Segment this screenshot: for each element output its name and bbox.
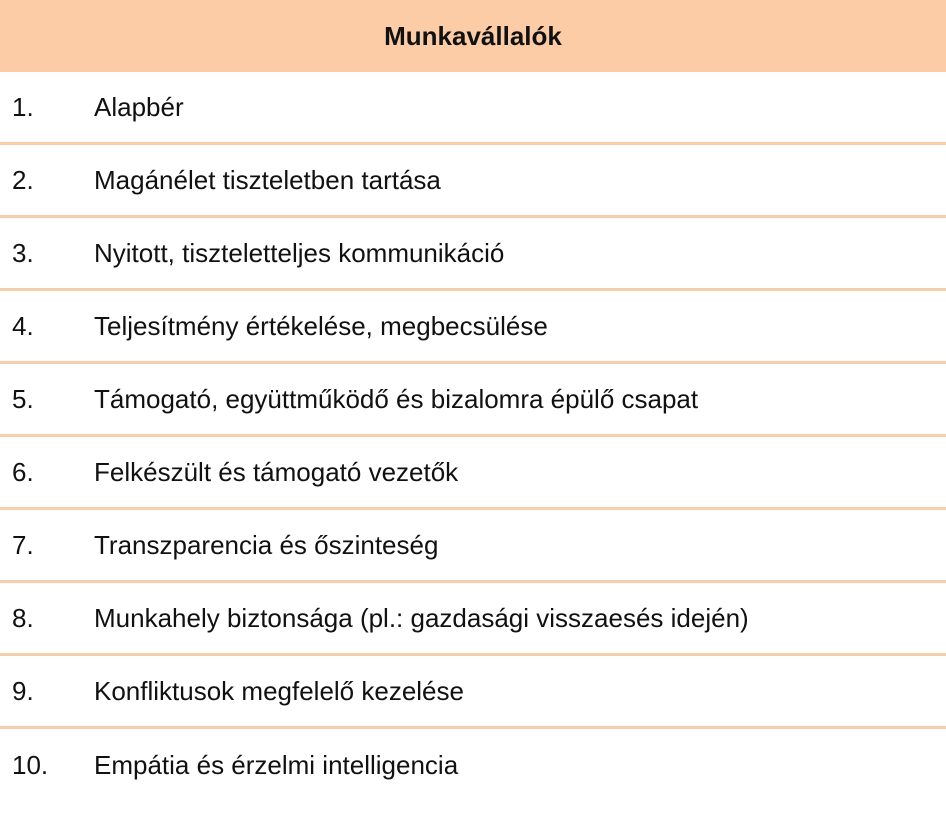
row-text: Empátia és érzelmi intelligencia [94, 750, 459, 780]
row-number: 9. [12, 675, 34, 706]
row-text: Konfliktusok megfelelő kezelése [94, 675, 464, 706]
row-text: Alapbér [94, 91, 184, 122]
table-row [0, 291, 946, 364]
row-text: Teljesítmény értékelése, megbecsülése [94, 310, 548, 341]
table-row [0, 218, 946, 291]
row-number: 10. [12, 750, 49, 780]
row-number: 5. [12, 383, 34, 414]
row-text: Magánélet tiszteletben tartása [94, 164, 441, 195]
row-number: 1. [12, 91, 34, 122]
row-text: Támogató, együttműködő és bizalomra épülő csapat [94, 383, 699, 414]
table-row [0, 437, 946, 510]
row-text: Transzparencia és őszinteség [94, 529, 439, 560]
table-row [0, 729, 946, 802]
row-number: 6. [12, 456, 34, 487]
row-number: 3. [12, 237, 34, 268]
row-number: 7. [12, 529, 34, 560]
row-number: 8. [12, 602, 34, 633]
table-row [0, 656, 946, 729]
row-text: Felkészült és támogató vezetők [94, 456, 459, 487]
table-row [0, 510, 946, 583]
table-row [0, 364, 946, 437]
row-number: 2. [12, 164, 34, 195]
table-row [0, 72, 946, 145]
row-number: 4. [12, 310, 34, 341]
row-text: Nyitott, tiszteletteljes kommunikáció [94, 237, 505, 268]
table-header: Munkavállalók [0, 0, 946, 72]
table-row [0, 583, 946, 656]
table-row [0, 145, 946, 218]
row-text: Munkahely biztonsága (pl.: gazdasági visszaesés idején) [94, 602, 749, 633]
